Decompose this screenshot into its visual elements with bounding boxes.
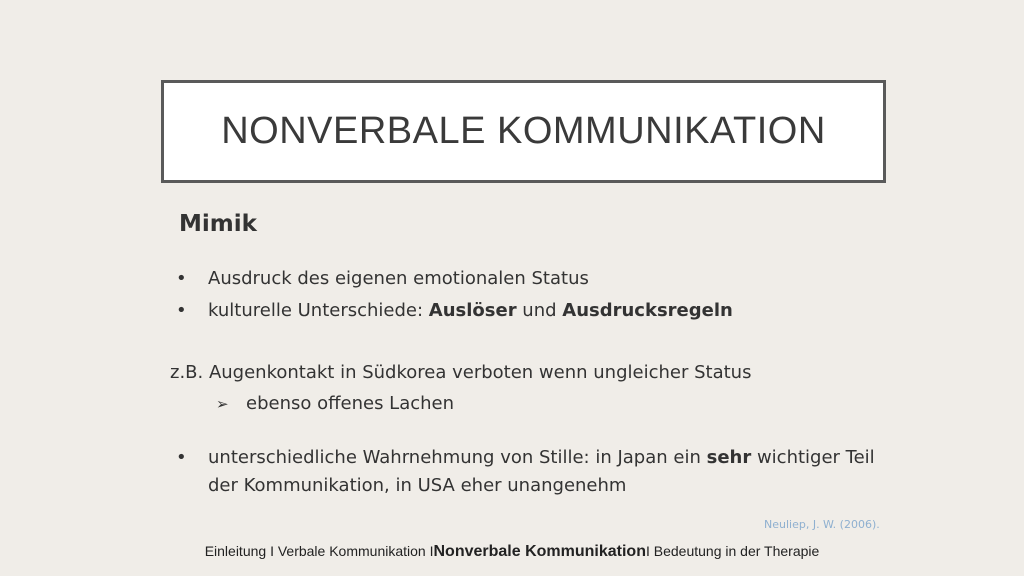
bullet-text-line2: der Kommunikation, in USA eher unangenehm	[208, 475, 627, 496]
example-text: z.B. Augenkontakt in Südkorea verboten wenn ungleicher Status	[170, 362, 752, 383]
bullet-text-bold-rules: Ausdrucksregeln	[562, 300, 733, 321]
footer-part2: I Bedeutung in der Therapie	[645, 543, 820, 559]
bullet-item	[176, 300, 733, 321]
bullet-text	[208, 444, 875, 500]
bullet-icon: •	[176, 300, 187, 321]
bullet-text-bold: sehr	[706, 447, 752, 468]
section-heading: Mimik	[179, 211, 257, 237]
arrow-item	[216, 393, 454, 415]
footer-part1: Einleitung I Verbale Kommunikation I	[204, 543, 434, 559]
arrow-item-text: ebenso offenes Lachen	[246, 393, 455, 414]
bullet-icon: •	[176, 447, 187, 468]
bullet-icon: •	[176, 268, 187, 289]
title-box	[161, 80, 886, 183]
bullet-text: Ausdruck des eigenen emotionalen Status	[208, 268, 589, 289]
bullet-text-after: wichtiger Teil	[751, 447, 875, 468]
slide-title: NONVERBALE KOMMUNIKATION	[221, 110, 826, 152]
bullet-text-prefix: kulturelle Unterschiede:	[208, 300, 429, 321]
bullet-text	[208, 300, 733, 321]
bullet-item	[176, 444, 875, 500]
bullet-text-bold-trigger: Auslöser	[428, 300, 517, 321]
footer-navigation	[0, 543, 1024, 561]
footer-current-section: Nonverbale Kommunikation	[433, 543, 646, 560]
citation: Neuliep, J. W. (2006).	[764, 518, 880, 531]
bullet-text-middle: und	[516, 300, 563, 321]
bullet-item	[176, 268, 589, 289]
bullet-text-before: unterschiedliche Wahrnehmung von Stille: in Japan ein	[208, 447, 707, 468]
arrow-bullet-icon: ➢	[216, 395, 229, 413]
